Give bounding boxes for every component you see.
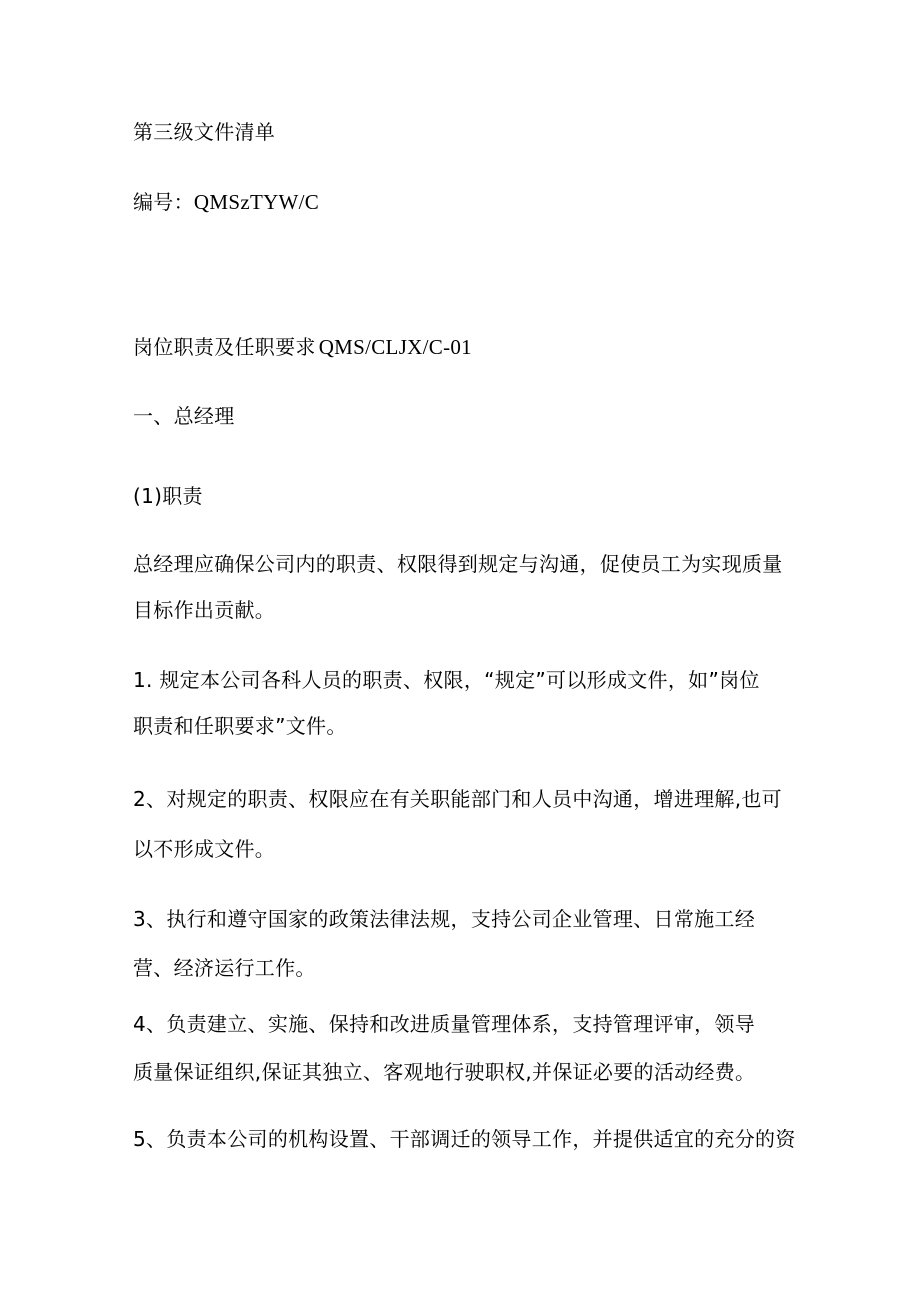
section-code: QMS/CLJX/C-01 (318, 335, 472, 359)
paragraph-line: 以不形成文件。 (133, 837, 276, 861)
document-code (133, 190, 319, 214)
subheading-duties-text: (1)职责 (133, 484, 203, 508)
document-title-text: 第三级文件清单 (133, 120, 276, 144)
subheading-duties (133, 484, 203, 508)
paragraph-line: 2、对规定的职责、权限应在有关职能部门和人员中沟通，增进理解,也可 (133, 787, 782, 811)
paragraph-line: 1. 规定本公司各科人员的职责、权限，“规定”可以形成文件，如”岗位 (133, 668, 760, 692)
paragraph-line: 营、经济运行工作。 (133, 956, 316, 980)
section-title (133, 335, 472, 359)
paragraph-line: 3、执行和遵守国家的政策法律法规，支持公司企业管理、日常施工经 (133, 907, 756, 931)
section-title-text: 岗位职责及任职要求 (133, 335, 316, 359)
document-code-label: 编号： (133, 190, 194, 214)
paragraph-line: 目标作出贡献。 (133, 598, 276, 622)
paragraph-line: 职责和任职要求”文件。 (133, 714, 347, 738)
paragraph-line: 总经理应确保公司内的职责、权限得到规定与沟通，促使员工为实现质量 (133, 552, 783, 576)
paragraph-line: 4、负责建立、实施、保持和改进质量管理体系，支持管理评审，领导 (133, 1012, 756, 1036)
document-code-value: QMSzTYW/C (193, 190, 320, 214)
paragraph-line: 5、负责本公司的机构设置、干部调迁的领导工作，并提供适宜的充分的资 (133, 1127, 796, 1151)
document-title (133, 120, 275, 144)
paragraph-line: 质量保证组织,保证其独立、客观地行驶职权,并保证必要的活动经费。 (133, 1060, 756, 1084)
heading-general-manager: 一、总经理 (133, 404, 235, 428)
